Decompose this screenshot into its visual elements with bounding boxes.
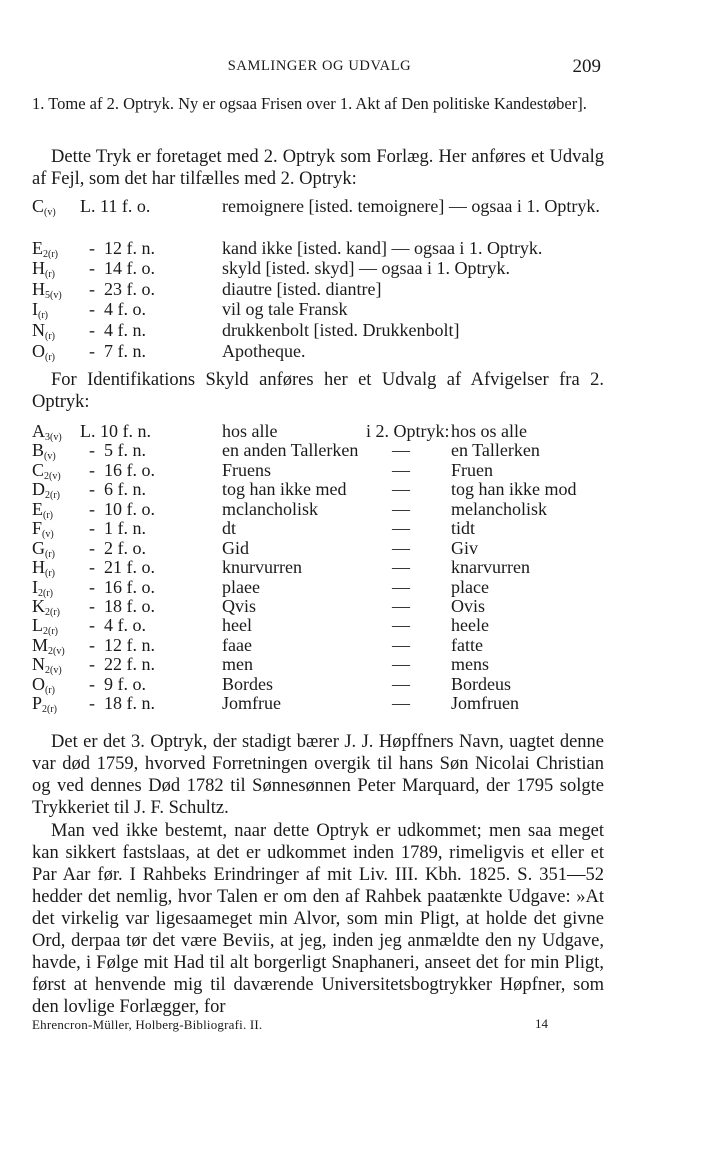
- correction-text: drukkenbolt [isted. Drukkenbolt]: [222, 319, 460, 340]
- dash-separator: —: [392, 673, 410, 694]
- variant-reading: Qvis: [222, 595, 257, 616]
- line-reference: - 18 f. o.: [80, 595, 155, 616]
- signature-label: $H_{(r)}$: [32, 557, 55, 580]
- second-printing-reading: tog han ikke mod: [451, 479, 577, 500]
- correction-row: [32, 341, 607, 362]
- paragraph-dating: Man ved ikke bestemt, naar dette Optryk er udkommet; men saa meget kan sikkert fastslaas, at det er udkommet inden 1789, rimeligvis et eller et Par Aar før. I Rahbeks Erindringer af mit Liv. III. Kbh. 1825. S. 351—52 hedder det nemlig, hvor Talen er om den af Rahbek paatænkte Udgave: »At det virkelig var ligesaameget min Alvor, som min Pligt, at holde det givne Ord, derpaa tør det være Beviis, at jeg, inden jeg anmældte den ny Udgave, havde, i Følge mit Had til alt borgerligt Snaphaneri, anseet det for min Pligt, først at henvende mig til daværende Universitetsbogtrykker Høpfner, som den lovlige Forlægger, for: [32, 821, 604, 1017]
- correction-row: [32, 320, 607, 341]
- second-printing-heading: i 2. Optryk:: [366, 421, 450, 441]
- signature-label: $B_{(v)}$: [32, 440, 56, 463]
- sheet-number: 14: [535, 1016, 548, 1031]
- correction-text: vil og tale Fransk: [222, 299, 348, 320]
- variant-reading: hos alle: [222, 421, 278, 441]
- second-printing-reading: fatte: [451, 634, 483, 655]
- line-reference: - 4 f. o.: [80, 299, 146, 320]
- signature-label: $H_{5(v)}$: [32, 278, 62, 301]
- dash-separator: —: [392, 595, 410, 616]
- variant-reading: men: [222, 654, 253, 675]
- signature-label: $A_{3(v)}$: [32, 421, 62, 443]
- variant-reading: plaee: [222, 576, 260, 597]
- line-reference: - 12 f. n.: [80, 237, 155, 258]
- variant-reading: dt: [222, 518, 237, 539]
- dash-separator: —: [392, 498, 410, 519]
- correction-row: [32, 299, 607, 320]
- line-reference: - 2 f. o.: [80, 537, 146, 558]
- line-reference: - 22 f. n.: [80, 654, 155, 675]
- signature-label: $P_{2(r)}$: [32, 693, 58, 716]
- variant-reading: heel: [222, 615, 252, 636]
- second-printing-reading: melancholisk: [451, 498, 547, 519]
- variant-reading: knurvurren: [222, 557, 302, 578]
- signature-label: $E_{(r)}$: [32, 498, 53, 521]
- dash-separator: —: [392, 537, 410, 558]
- second-printing-reading: Giv: [451, 537, 478, 558]
- line-reference: - 4 f. n.: [80, 319, 146, 340]
- variant-row: [32, 459, 607, 482]
- variant-row: [32, 518, 607, 541]
- dash-separator: —: [392, 459, 410, 480]
- dash-separator: —: [392, 576, 410, 597]
- line-reference: - 14 f. o.: [80, 258, 155, 279]
- variant-row: [32, 654, 607, 677]
- line-reference: L. 10 f. n.: [80, 421, 151, 441]
- correction-row: [32, 238, 607, 259]
- variant-row: [32, 634, 607, 657]
- signature-label: $I_{2(r)}$: [32, 576, 53, 599]
- signature-label: $C_{2(v)}$: [32, 459, 61, 482]
- variant-reading: mclancholisk: [222, 498, 318, 519]
- variant-row: [32, 498, 607, 521]
- signature-label: $M_{2(v)}$: [32, 634, 65, 657]
- paragraph-variants-intro: For Identifikations Skyld anføres her et Udvalg af Afvigelser fra 2. Optryk:: [32, 370, 604, 412]
- dash-separator: —: [392, 440, 410, 461]
- correction-text: skyld [isted. skyd] — ogsaa i 1. Optryk.: [222, 258, 510, 279]
- variant-row: [32, 576, 607, 599]
- signature-label: $D_{2(r)}$: [32, 479, 60, 502]
- page-header: [32, 58, 607, 82]
- variant-row: [32, 557, 607, 580]
- line-reference: - 9 f. o.: [80, 673, 146, 694]
- line-reference: - 5 f. n.: [80, 440, 146, 461]
- line-reference: - 10 f. o.: [80, 498, 155, 519]
- variants-list: [32, 421, 607, 716]
- second-printing-reading: mens: [451, 654, 489, 675]
- line-reference: - 4 f. o.: [80, 615, 146, 636]
- signature-label: $O_{(r)}$: [32, 673, 55, 696]
- line-reference: L. 11 f. o.: [80, 196, 151, 216]
- variant-row: [32, 673, 607, 696]
- line-reference: - 23 f. o.: [80, 278, 155, 299]
- variant-row: [32, 537, 607, 560]
- signature-label: $F_{(v)}$: [32, 518, 54, 541]
- variant-reading: Gid: [222, 537, 249, 558]
- signature-label: $H_{(r)}$: [32, 258, 55, 281]
- variant-row: [32, 595, 607, 618]
- dash-separator: —: [392, 557, 410, 578]
- correction-text: diautre [isted. diantre]: [222, 278, 382, 299]
- signature-label: $E_{2(r)}$: [32, 237, 58, 260]
- variant-row: [32, 440, 607, 463]
- signature-label: $L_{2(r)}$: [32, 615, 58, 638]
- line-reference: - 16 f. o.: [80, 459, 155, 480]
- variant-reading: Jomfrue: [222, 693, 281, 714]
- variant-reading: Bordes: [222, 673, 273, 694]
- second-printing-reading: heele: [451, 615, 489, 636]
- second-printing-reading: Jomfruen: [451, 693, 519, 714]
- second-printing-reading: place: [451, 576, 489, 597]
- variant-row: [32, 615, 607, 638]
- dash-separator: —: [392, 634, 410, 655]
- correction-text: Apotheque.: [222, 340, 306, 361]
- line-reference: - 1 f. n.: [80, 518, 146, 539]
- running-title: SAMLINGER OG UDVALG: [227, 58, 412, 74]
- line-reference: - 12 f. n.: [80, 634, 155, 655]
- line-reference: - 16 f. o.: [80, 576, 155, 597]
- signature-label: $N_{(r)}$: [32, 319, 55, 342]
- intro-line: 1. Tome af 2. Optryk. Ny er ogsaa Frisen over 1. Akt af Den politiske Kandestøber].: [32, 94, 587, 113]
- variant-reading: faae: [222, 634, 252, 655]
- variant-reading: en anden Tallerken: [222, 440, 359, 461]
- paragraph-third-printing: Det er det 3. Optryk, der stadigt bærer J. J. Høpffners Navn, uagtet denne var død 1759, hvorved Forretningen overgik til hans Søn Nicolai Christian og ved dennes Død 1782 til Sønnesønnen Peter Marquard, der 1795 solgte Trykkeriet til J. F. Schultz.: [32, 732, 604, 818]
- signature-label: $I_{(r)}$: [32, 299, 48, 322]
- second-printing-reading: en Tallerken: [451, 440, 540, 461]
- page-number: 209: [572, 56, 601, 77]
- signature-label: $N_{2(v)}$: [32, 654, 62, 677]
- second-printing-reading: tidt: [451, 518, 476, 539]
- second-printing-reading: Fruen: [451, 459, 493, 480]
- dash-separator: —: [392, 654, 410, 675]
- dash-separator: —: [392, 615, 410, 636]
- line-reference: - 18 f. n.: [80, 693, 155, 714]
- signature-label: $G_{(r)}$: [32, 537, 55, 560]
- variant-row: [32, 479, 607, 502]
- variant-reading: tog han ikke med: [222, 479, 347, 500]
- variant-reading: Fruens: [222, 459, 271, 480]
- second-printing-reading: knarvurren: [451, 557, 530, 578]
- signature-label: $O_{(r)}$: [32, 340, 55, 363]
- correction-row: [32, 258, 607, 279]
- book-page: [32, 0, 612, 1174]
- variant-row: [32, 693, 607, 716]
- correction-row: [32, 196, 607, 238]
- second-printing-reading: Ovis: [451, 595, 486, 616]
- signature-label: $C_{(v)}$: [32, 196, 56, 218]
- line-reference: - 7 f. n.: [80, 340, 146, 361]
- paragraph-corrections-intro: Dette Tryk er foretaget med 2. Optryk som Forlæg. Her anføres et Udvalg af Fejl, som det har tilfælles med 2. Optryk:: [32, 147, 604, 189]
- corrections-list: [32, 196, 607, 361]
- second-printing-reading: Bordeus: [451, 673, 511, 694]
- dash-separator: —: [392, 518, 410, 539]
- line-reference: - 21 f. o.: [80, 557, 155, 578]
- correction-text: kand ikke [isted. kand] — ogsaa i 1. Optryk.: [222, 237, 543, 258]
- dash-separator: —: [392, 479, 410, 500]
- second-printing-reading: hos os alle: [451, 421, 527, 441]
- line-reference: - 6 f. n.: [80, 479, 146, 500]
- correction-row: [32, 279, 607, 300]
- dash-separator: —: [392, 693, 410, 714]
- signature-label: $K_{2(r)}$: [32, 595, 60, 618]
- footer-source: Ehrencron-Müller, Holberg-Bibliografi. II.: [32, 1017, 263, 1032]
- correction-text: remoignere [isted. temoignere] — ogsaa i 1. Optryk.: [222, 196, 600, 216]
- variant-row: [32, 421, 607, 443]
